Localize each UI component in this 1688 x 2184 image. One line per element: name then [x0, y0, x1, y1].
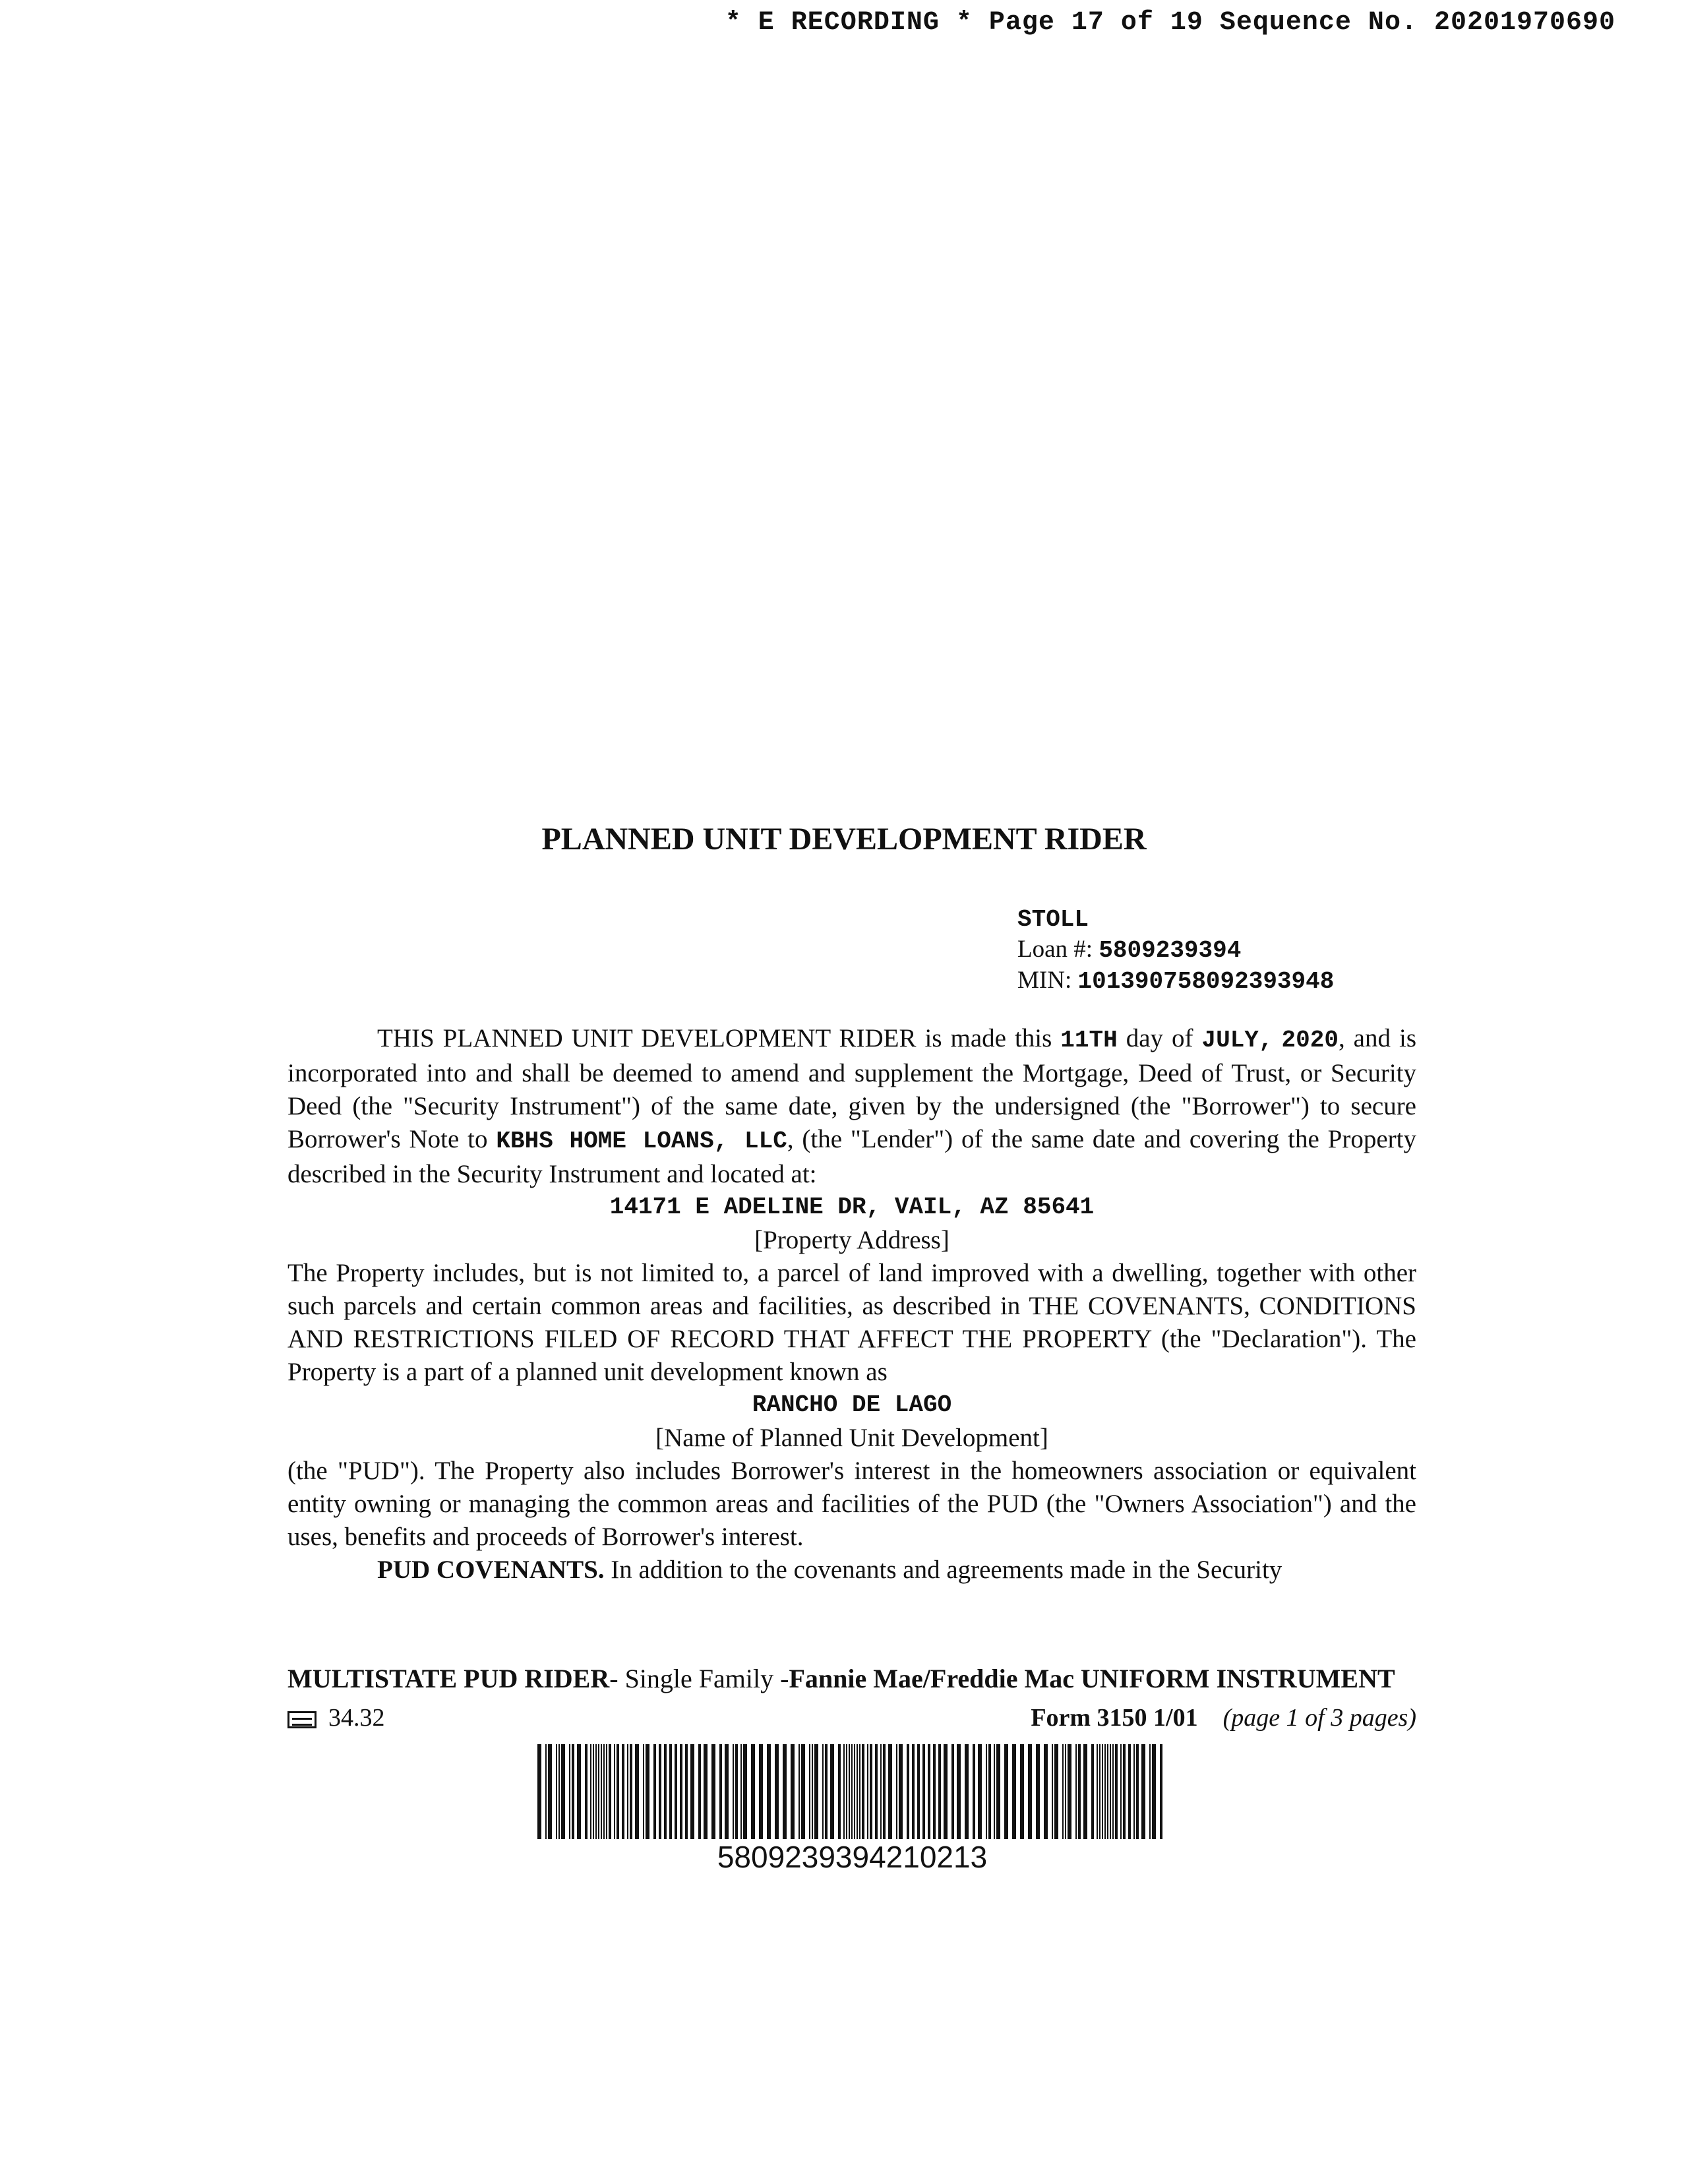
- barcode-bar: [1044, 1744, 1048, 1839]
- barcode-bar: [859, 1744, 860, 1839]
- barcode-bar: [775, 1744, 779, 1839]
- barcode-bar: [1107, 1744, 1108, 1839]
- barcode-bar: [569, 1744, 570, 1839]
- barcode-bar: [1152, 1744, 1156, 1839]
- barcode-bar: [812, 1744, 813, 1839]
- barcode-bar: [704, 1744, 708, 1839]
- barcode-bar: [680, 1744, 682, 1839]
- barcode-bar: [830, 1744, 834, 1839]
- pud-covenants-heading: PUD COVENANTS.: [377, 1556, 605, 1584]
- barcode-bar: [1065, 1744, 1066, 1839]
- barcode-bar: [957, 1744, 961, 1839]
- barcode-bar: [867, 1744, 868, 1839]
- barcode-bar: [1160, 1744, 1162, 1839]
- barcode-bar: [1136, 1744, 1139, 1839]
- barcode-bar: [1112, 1744, 1114, 1839]
- barcode-bar: [1115, 1744, 1118, 1839]
- barcode-bar: [1028, 1744, 1032, 1839]
- barcode-bar: [988, 1744, 991, 1839]
- barcode-bar: [1012, 1744, 1016, 1839]
- barcode-bar: [814, 1744, 818, 1839]
- rider-year: 2020: [1281, 1027, 1339, 1054]
- barcode-bar: [1123, 1744, 1126, 1839]
- barcode-bar: [685, 1744, 688, 1839]
- loan-info-block: [1017, 905, 1334, 996]
- barcode-bar: [556, 1744, 557, 1839]
- barcode-bar: [1052, 1744, 1053, 1839]
- barcode-bar: [751, 1744, 755, 1839]
- barcode-bar: [899, 1744, 903, 1839]
- owners-association-paragraph: (the "PUD"). The Property also includes Borrower's interest in the homeowners association or equivalent entity owning or managing the common areas and facilities of the PUD (the "Owners Association") and the uses, benefits and proceeds of Borrower's interest.: [287, 1457, 1416, 1551]
- barcode-bar: [1120, 1744, 1122, 1839]
- barcode-bar: [1054, 1744, 1058, 1839]
- form-code: 34.32: [328, 1704, 385, 1732]
- barcode-bar: [598, 1744, 599, 1839]
- barcode-bar: [933, 1744, 936, 1839]
- barcode-bar: [1075, 1744, 1077, 1839]
- barcode-bar: [846, 1744, 847, 1839]
- barcode-bar: [809, 1744, 810, 1839]
- barcode-bar: [664, 1744, 667, 1839]
- intro-text-d: , (the "Lender") of the same date and covering the Property described in the Security Instrument and located at:: [287, 1125, 1416, 1188]
- barcode-bar: [996, 1744, 1000, 1839]
- barcode-bar: [711, 1744, 715, 1839]
- barcode-bar: [609, 1744, 611, 1839]
- barcode-bar: [606, 1744, 607, 1839]
- barcode-bar: [590, 1744, 591, 1839]
- barcode-bar: [653, 1744, 656, 1839]
- min-line: [1017, 965, 1334, 996]
- barcode-bar: [545, 1744, 547, 1839]
- barcode-bar: [595, 1744, 597, 1839]
- barcode-bar: [558, 1744, 560, 1839]
- pud-name: RANCHO DE LAGO: [752, 1391, 952, 1418]
- barcode-bar: [944, 1744, 948, 1839]
- barcode-bar: [896, 1744, 897, 1839]
- barcode-bar: [851, 1744, 853, 1839]
- rider-body: [287, 1022, 1416, 1587]
- barcode-bar: [627, 1744, 628, 1839]
- barcode-bar: [601, 1744, 602, 1839]
- borrower-name: STOLL: [1017, 906, 1089, 933]
- lender-name: KBHS HOME LOANS, LLC: [496, 1128, 787, 1155]
- barcode-bar: [1091, 1744, 1094, 1839]
- barcode-bar: [740, 1744, 742, 1839]
- property-address-caption: [Property Address]: [754, 1226, 950, 1254]
- barcode-image: [537, 1744, 1167, 1839]
- intro-text-a: THIS PLANNED UNIT DEVELOPMENT RIDER is made this: [377, 1024, 1061, 1052]
- barcode-bar: [743, 1744, 747, 1839]
- barcode-bar: [733, 1744, 734, 1839]
- barcode-bar: [1068, 1744, 1071, 1839]
- barcode-bar: [537, 1744, 541, 1839]
- barcode-bar: [646, 1744, 649, 1839]
- barcode-bar: [1104, 1744, 1106, 1839]
- barcode-bar: [912, 1744, 915, 1839]
- barcode-bar: [767, 1744, 771, 1839]
- barcode-bar: [799, 1744, 800, 1839]
- form-title-line: [287, 1663, 1395, 1694]
- barcode-bar: [907, 1744, 909, 1839]
- barcode-bar: [1062, 1744, 1064, 1839]
- barcode-bar: [888, 1744, 892, 1839]
- barcode-bar: [1128, 1744, 1131, 1839]
- intro-text-c: , and is incorporated into and shall be deemed to amend and supplement the Mortgage, Deed of Trust, or Security Deed (the "Security Instrument") of the same date, given by the undersigned (the "Borrower") to secure Borrower's Note to: [287, 1024, 1416, 1153]
- barcode-bar: [791, 1744, 795, 1839]
- barcode-bar: [1099, 1744, 1100, 1839]
- barcode-bar: [862, 1744, 864, 1839]
- barcode-bar: [838, 1744, 841, 1839]
- loan-number: 5809239394: [1099, 937, 1242, 964]
- barcode-bar: [825, 1744, 828, 1839]
- barcode-bar: [986, 1744, 987, 1839]
- barcode-bar: [857, 1744, 858, 1839]
- barcode-bar: [1020, 1744, 1024, 1839]
- barcode-bar: [635, 1744, 639, 1839]
- barcode-bar: [643, 1744, 644, 1839]
- property-description-paragraph: The Property includes, but is not limited to, a parcel of land improved with a dwelling, together with other such parcels and certain common areas and facilities, as described in THE COVENANTS, CONDITIONS AND RESTRICTIONS FILED OF RECORD THAT AFFECT THE PROPERTY (the "Declaration"). The Property is a part of a planned unit development known as: [287, 1259, 1416, 1386]
- barcode-bar: [669, 1744, 672, 1839]
- barcode-bar: [690, 1744, 694, 1839]
- barcode-bar: [917, 1744, 920, 1839]
- barcode-bar: [854, 1744, 855, 1839]
- barcode-bar: [843, 1744, 845, 1839]
- barcode-bar: [965, 1744, 969, 1839]
- pud-covenants-paragraph: [287, 1554, 1416, 1587]
- form-title-b: - Single Family -: [609, 1664, 789, 1693]
- pud-covenants-text: In addition to the covenants and agreements made in the Security: [604, 1556, 1282, 1584]
- barcode-bar: [725, 1744, 729, 1839]
- rider-day: 11TH: [1060, 1027, 1118, 1054]
- barcode-bar: [593, 1744, 594, 1839]
- barcode-bar: [1133, 1744, 1135, 1839]
- barcode-number: 5809239394210213: [717, 1840, 988, 1874]
- ex-logo-icon: [287, 1711, 316, 1728]
- barcode-bar: [938, 1744, 941, 1839]
- barcode-bar: [1141, 1744, 1145, 1839]
- barcode-bar: [951, 1744, 954, 1839]
- barcode-bar: [978, 1744, 982, 1839]
- barcode-bar: [880, 1744, 882, 1839]
- barcode-bar: [1036, 1744, 1040, 1839]
- barcode-bar: [622, 1744, 624, 1839]
- recording-stamp: * E RECORDING * Page 17 of 19 Sequence No. 20201970690: [725, 8, 1615, 38]
- property-address: 14171 E ADELINE DR, VAIL, AZ 85641: [609, 1194, 1095, 1221]
- barcode-bar: [617, 1744, 619, 1839]
- min-label: MIN:: [1017, 967, 1078, 994]
- barcode-bar: [675, 1744, 677, 1839]
- barcode-bar: [1110, 1744, 1111, 1839]
- barcode-bar: [928, 1744, 930, 1839]
- barcode-bar: [603, 1744, 605, 1839]
- barcode-bar: [801, 1744, 805, 1839]
- barcode-bar: [759, 1744, 763, 1839]
- min-number: 101390758092393948: [1077, 968, 1335, 995]
- barcode-bar: [875, 1744, 878, 1839]
- barcode-bar: [698, 1744, 701, 1839]
- barcode-bar: [659, 1744, 661, 1839]
- barcode-bar: [849, 1744, 850, 1839]
- document-title: PLANNED UNIT DEVELOPMENT RIDER: [541, 822, 1147, 857]
- form-info-line: [287, 1703, 1416, 1732]
- form-number: Form 3150 1/01: [1031, 1704, 1198, 1732]
- barcode-bar: [1078, 1744, 1081, 1839]
- barcode-bar: [822, 1744, 824, 1839]
- intro-text-b: day of: [1117, 1024, 1202, 1052]
- barcode-bar: [735, 1744, 738, 1839]
- barcode-bar: [630, 1744, 632, 1839]
- barcode-bar: [1097, 1744, 1098, 1839]
- barcode-bar: [883, 1744, 886, 1839]
- barcode-bar: [1004, 1744, 1008, 1839]
- barcode-bar: [973, 1744, 975, 1839]
- loan-number-line: [1017, 934, 1334, 965]
- page-info: (page 1 of 3 pages): [1222, 1704, 1416, 1732]
- intro-paragraph: [287, 1022, 1416, 1191]
- barcode-bar: [572, 1744, 574, 1839]
- barcode-bar: [1102, 1744, 1103, 1839]
- barcode-bar: [577, 1744, 581, 1839]
- barcode-bar: [870, 1744, 872, 1839]
- barcode-bar: [1149, 1744, 1151, 1839]
- barcode-bar: [561, 1744, 565, 1839]
- form-title-a: MULTISTATE PUD RIDER: [287, 1664, 610, 1693]
- rider-month: JULY,: [1201, 1027, 1273, 1054]
- barcode-bar: [719, 1744, 722, 1839]
- barcode-bar: [614, 1744, 615, 1839]
- barcode-bar: [994, 1744, 995, 1839]
- barcode-bar: [783, 1744, 787, 1839]
- barcode-bar: [922, 1744, 925, 1839]
- barcode-bar: [585, 1744, 588, 1839]
- barcode-bar: [548, 1744, 552, 1839]
- barcode-bar: [1083, 1744, 1087, 1839]
- pud-name-caption: [Name of Planned Unit Development]: [655, 1424, 1048, 1452]
- loan-number-label: Loan #:: [1017, 936, 1099, 963]
- form-title-c: Fannie Mae/Freddie Mac UNIFORM INSTRUMENT: [789, 1664, 1395, 1693]
